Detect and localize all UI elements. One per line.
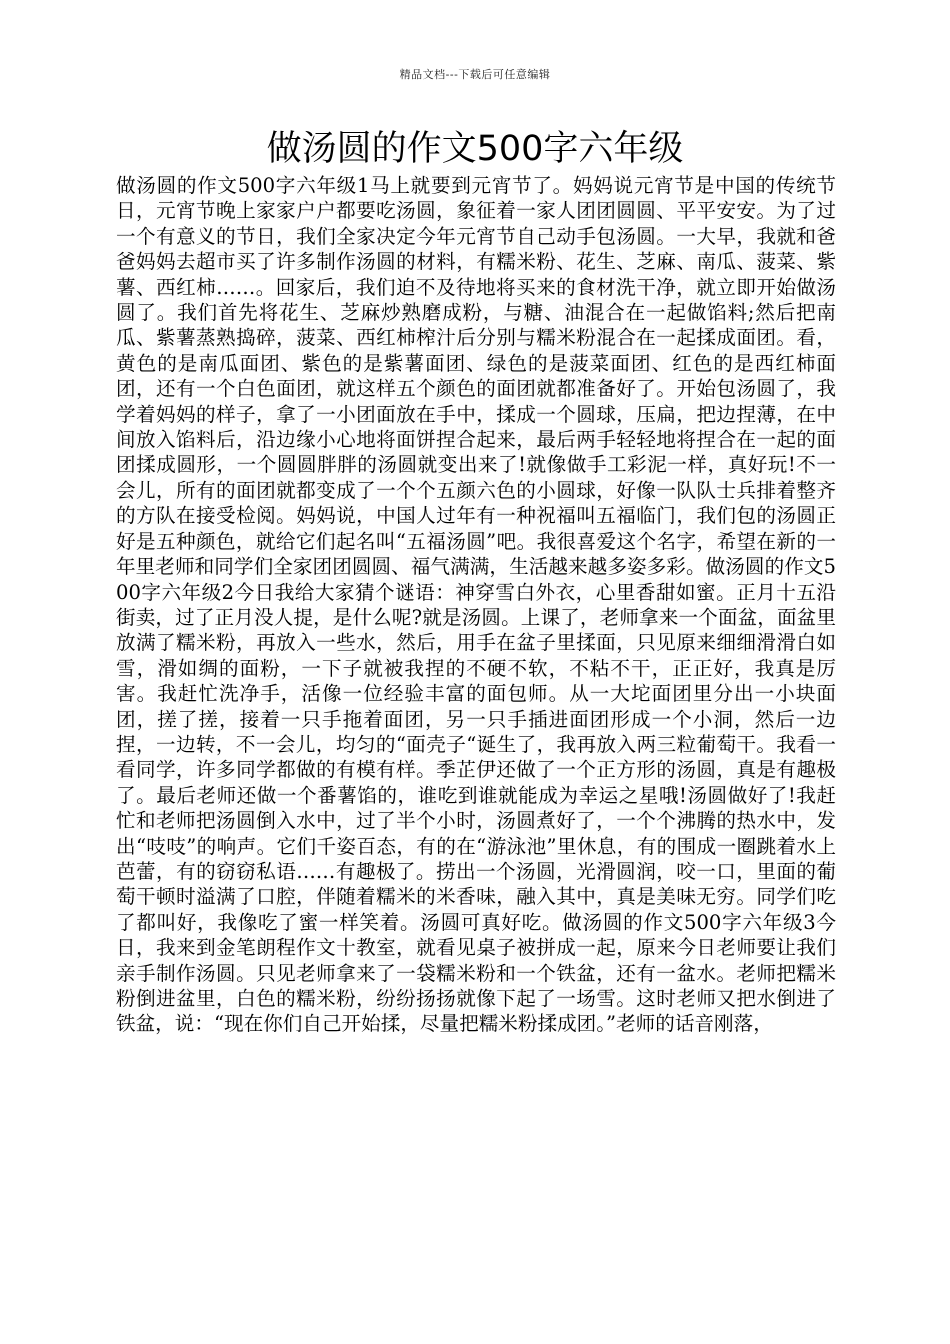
page-header-note: 精品文档---下载后可任意编辑 (399, 68, 551, 81)
document-title: 做汤圆的作文500字六年级 (266, 129, 684, 169)
document-body-text: 做汤圆的作文500字六年级1马上就要到元宵节了。妈妈说元宵节是中国的传统节日，元宵节晚上家家户户都要吃汤圆，象征着一家人团团圆圆、平平安安。为了过一个有意义的节日，我们全家决定今年元宵节自己动手包汤圆。一大早，我就和爸爸妈妈去超市买了许多制作汤圆的材料，有糯米粉、花生、芝麻、南瓜、菠菜、紫薯、西红柿……。回家后，我们迫不及待地将买来的食材洗干净，就立即开始做汤圆了。我们首先将花生、芝麻炒熟磨成粉，与糖、油混合在一起做馅料;然后把南瓜、紫薯蒸熟捣碎，菠菜、西红柿榨汁后分别与糯米粉混合在一起揉成面团。看，黄色的是南瓜面团、紫色的是紫薯面团、绿色的是菠菜面团、红色的是西红柿面团，还有一个白色面团，就这样五个颜色的面团就都准备好了。开始包汤圆了，我学着妈妈的样子，拿了一小团面放在手中，揉成一个圆球，压扁，把边捏薄，在中间放入馅料后，沿边缘小心地将面饼捏合起来，最后两手轻轻地将捏合在一起的面团揉成圆形，一个圆圆胖胖的汤圆就变出来了!就像做手工彩泥一样，真好玩!不一会儿，所有的面团就都变成了一个个五颜六色的小圆球，好像一队队士兵排着整齐的方队在接受检阅。妈妈说，中国人过年有一种祝福叫五福临门，我们包的汤圆正好是五种颜色，就给它们起名叫“五福汤圆”吧。我很喜爱这个名字，希望在新的一年里老师和同学们全家团团圆圆、福气满满，生活越来越多姿多彩。做汤圆的作文500字六年级2今日我给大家猜个谜语：神穿雪白外衣，心里香甜如蜜。正月十五沿街卖，过了正月没人提，是什么呢?就是汤圆。上课了，老师拿来一个面盆，面盆里放满了糯米粉，再放入一些水，然后，用手在盆子里揉面，只见原来细细滑滑白如雪，滑如绸的面粉，一下子就被我捏的不硬不软，不粘不干，正正好，我真是厉害。我赶忙洗净手，活像一位经验丰富的面包师。从一大坨面团里分出一小块面团，搓了搓，接着一只手拖着面团，另一只手插进面团形成一个小洞，然后一边捏，一边转，不一会儿，均匀的“面壳子“诞生了，我再放入两三粒葡萄干。我看一看同学，许多同学都做的有模有样。季芷伊还做了一个正方形的汤圆，真是有趣极了。最后老师还做一个番薯馅的，谁吃到谁就能成为幸运之星哦!汤圆做好了!我赶忙和老师把汤圆倒入水中，过了半个小时，汤圆煮好了，一个个沸腾的热水中，发出“吱吱”的响声。它们千姿百态，有的在“游泳池”里休息，有的围成一圈跳着水上芭蕾，有的窃窃私语……有趣极了。捞出一个汤圆，光滑圆润，咬一口，里面的葡萄干顿时溢满了口腔，伴随着糯米的米香味，融入其中，真是美味无穷。同学们吃了都叫好，我像吃了蜜一样笑着。汤圆可真好吃。做汤圆的作文500字六年级3今日，我来到金笔朗程作文十教室，就看见桌子被拼成一起，原来今日老师要让我们亲手制作汤圆。只见老师拿来了一袋糯米粉和一个铁盆，还有一盆水。老师把糯米粉倒进盆里，白色的糯米粉，纷纷扬扬就像下起了一场雪。这时老师又把水倒进了铁盆，说：“现在你们自己开始揉，尽量把糯米粉揉成团。”老师的话音刚落， (116, 174, 836, 1036)
